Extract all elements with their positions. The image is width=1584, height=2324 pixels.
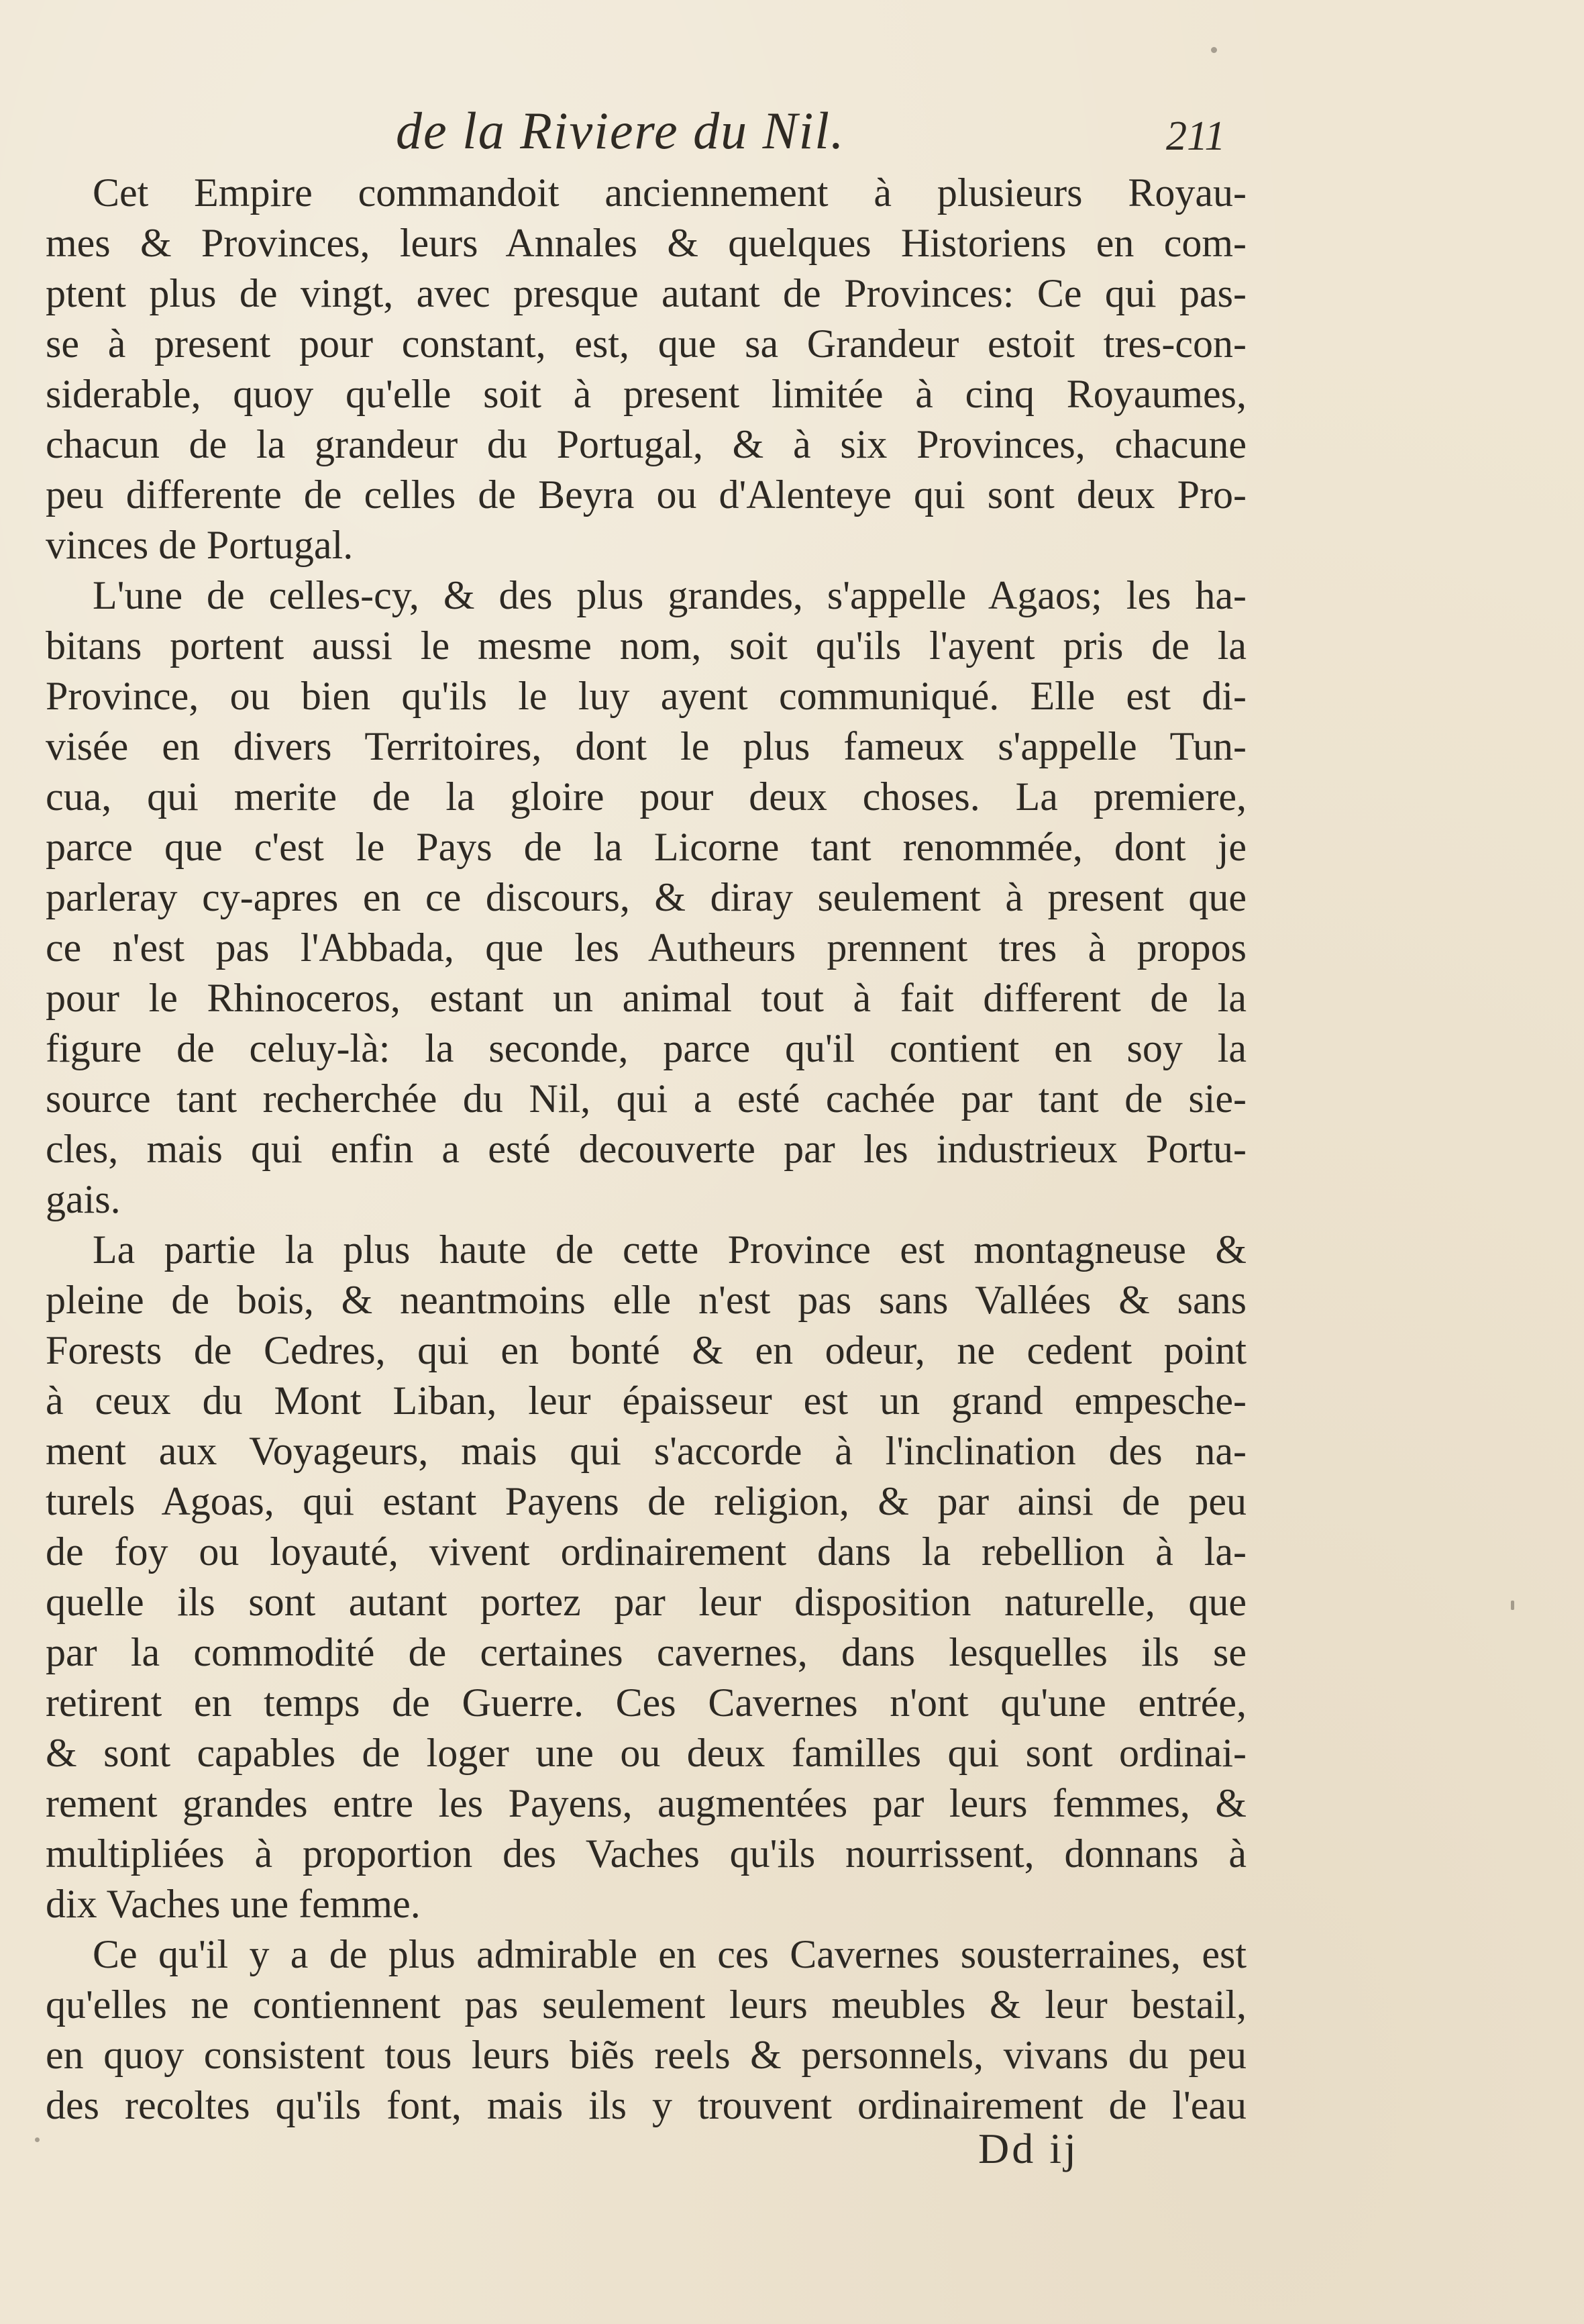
text-line: siderable, quoy qu'elle soit à present limitée à cinq Royaumes, [46, 372, 1247, 416]
text-line: se à present pour constant, est, que sa Grandeur estoit tres-con- [46, 321, 1247, 366]
text-line: mes & Provinces, leurs Annales & quelques Historiens en com- [46, 221, 1247, 265]
page-number: 211 [1166, 113, 1226, 159]
text-line: rement grandes entre les Payens, augmentées par leurs femmes, & [46, 1781, 1247, 1825]
text-line: pour le Rhinoceros, estant un animal tout à fait different de la [46, 976, 1247, 1020]
text-line: dix Vaches une femme. [46, 1882, 421, 1926]
text-line: ment aux Voyageurs, mais qui s'accorde à l'inclination des na- [46, 1429, 1247, 1473]
text-line: bitans portent aussi le mesme nom, soit qu'ils l'ayent pris de la [46, 623, 1247, 668]
text-line: figure de celuy-là: la seconde, parce qu'il contient en soy la [46, 1026, 1247, 1070]
text-line: par la commodité de certaines cavernes, dans lesquelles ils se [46, 1630, 1247, 1674]
text-line: à ceux du Mont Liban, leur épaisseur est un grand empesche- [46, 1378, 1247, 1423]
text-line: cles, mais qui enfin a esté decouverte par les industrieux Portu- [46, 1127, 1247, 1171]
text-line: source tant recherchée du Nil, qui a esté cachée par tant de sie- [46, 1076, 1247, 1121]
paragraph-4 [46, 1929, 1247, 2131]
text-line: Province, ou bien qu'ils le luy ayent communiqué. Elle est di- [46, 674, 1247, 718]
text-line: pleine de bois, & neantmoins elle n'est pas sans Vallées & sans [46, 1278, 1247, 1322]
paragraph-1 [46, 168, 1247, 570]
text-line: de foy ou loyauté, vivent ordinairement dans la rebellion à la- [46, 1529, 1247, 1574]
text-line: ptent plus de vingt, avec presque autant de Provinces: Ce qui pas- [46, 271, 1247, 315]
paragraph-3 [46, 1225, 1247, 1929]
text-line: cua, qui merite de la gloire pour deux choses. La premiere, [46, 774, 1247, 819]
text-line: qu'elles ne contiennent pas seulement leurs meubles & leur bestail, [46, 1982, 1247, 2027]
text-line: parleray cy-apres en ce discours, & diray seulement à present que [46, 875, 1247, 919]
text-line: & sont capables de loger une ou deux familles qui sont ordinai- [46, 1731, 1247, 1775]
text-line: quelle ils sont autant portez par leur disposition naturelle, que [46, 1580, 1247, 1624]
text-line: Cet Empire commandoit anciennement à plusieurs Royau- [93, 170, 1247, 215]
text-line: Forests de Cedres, qui en bonté & en odeur, ne cedent point [46, 1328, 1247, 1372]
text-line: vinces de Portugal. [46, 523, 354, 567]
text-line: La partie la plus haute de cette Province est montagneuse & [93, 1227, 1247, 1272]
text-line: visée en divers Territoires, dont le plus fameux s'appelle Tun- [46, 724, 1247, 768]
text-line: parce que c'est le Pays de la Licorne tant renommée, dont je [46, 825, 1247, 869]
text-line: gais. [46, 1177, 121, 1221]
ink-speck [1211, 47, 1217, 53]
text-line: ce n'est pas l'Abbada, que les Autheurs prennent tres à propos [46, 925, 1247, 970]
text-line: L'une de celles-cy, & des plus grandes, s'appelle Agaos; les ha- [93, 573, 1247, 617]
text-line: chacun de la grandeur du Portugal, & à six Provinces, chacune [46, 422, 1247, 466]
running-title: de la Riviere du Nil. [396, 101, 845, 160]
paragraph-2 [46, 570, 1247, 1225]
text-line: des recoltes qu'ils font, mais ils y trouvent ordinairement de l'eau [46, 2083, 1247, 2127]
text-line: turels Agoas, qui estant Payens de religion, & par ainsi de peu [46, 1479, 1247, 1523]
signature-mark: Dd ij [978, 2125, 1079, 2172]
text-line: Ce qu'il y a de plus admirable en ces Cavernes sousterraines, est [93, 1932, 1247, 1976]
body-text [46, 168, 1247, 2131]
running-head [0, 101, 1584, 174]
text-line: peu differente de celles de Beyra ou d'Alenteye qui sont deux Pro- [46, 472, 1247, 517]
text-line: en quoy consistent tous leurs biẽs reels & personnels, vivans du peu [46, 2033, 1247, 2077]
text-line: retirent en temps de Guerre. Ces Cavernes n'ont qu'une entrée, [46, 1680, 1247, 1725]
ink-speck [1511, 1601, 1514, 1610]
text-line: multipliées à proportion des Vaches qu'ils nourrissent, donnans à [46, 1831, 1247, 1876]
ink-speck [35, 2137, 40, 2142]
